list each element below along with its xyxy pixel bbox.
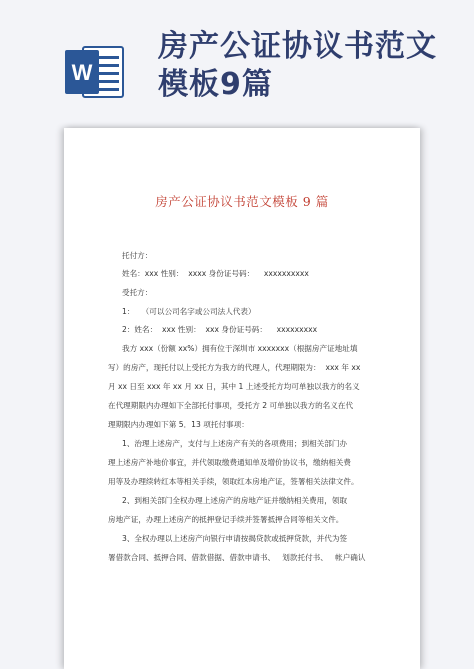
clause-2-line: 2、到相关部门全权办理上述房产的房地产证并缴纳相关费用，领取 (122, 496, 348, 505)
body-paragraph-line: 写）的房产，现托付以上受托方为我方的代理人，代理期限为： xxx 年 xx (108, 363, 361, 372)
header-banner (0, 0, 474, 112)
word-document-icon (65, 44, 125, 100)
body-paragraph-line: 在代理期限内办理如下全部托付事项，受托方 2 可单独以我方的名义在代 (108, 401, 354, 410)
page-title: 房产公证协议书范文模板9篇 (158, 29, 437, 102)
clause-1-line: 用等及办理续转红本等相关手续，领取红本房地产证，签署相关法律文件。 (108, 477, 359, 486)
clause-2-line: 房地产证，办理上述房产的抵押登记手续并签署抵押合同等相关文件。 (108, 515, 344, 524)
clause-1-line: 1、治理上述房产，支付与上述房产有关的各项费用；到相关部门办 (122, 439, 348, 448)
principal-info-line: 姓名：xxx 性别： xxxx 身份证号码： xxxxxxxxxx (122, 269, 309, 278)
document-title: 房产公证协议书范文模板 9 篇 (155, 194, 329, 209)
page-fade-overlay (64, 579, 420, 669)
agent-label: 受托方： (122, 288, 153, 297)
agent-1-line: 1： （可以公司名字或公司法人代表） (122, 307, 256, 316)
clause-3-line: 署借款合同、抵押合同、借款借据、借款申请书、 划款托付书、 帐户确认 (108, 553, 366, 562)
agent-2-line: 2：姓名： xxx 性别： xxx 身份证号码： xxxxxxxxx (122, 325, 318, 334)
svg-text:W: W (71, 60, 93, 85)
body-paragraph-line: 我方 xxx（份额 xx%）拥有位于深圳市 xxxxxxx（根据房产证地址填 (122, 344, 358, 353)
clause-1-line: 理上述房产补地价事宜，并代领取缴费通知单及增价协议书，缴纳相关费 (108, 458, 351, 467)
clause-3-line: 3、全权办理以上述房产向银行申请按揭贷款或抵押贷款，并代为签 (122, 534, 348, 543)
document-page (64, 128, 420, 669)
body-paragraph-line: 理期限内办理如下第 5．13 项托付事项： (108, 420, 249, 429)
principal-label: 托付方： (122, 251, 153, 260)
body-paragraph-line: 月 xx 日至 xxx 年 xx 月 xx 日，其中 1 上述受托方均可单独以我方的名义 (108, 382, 360, 391)
